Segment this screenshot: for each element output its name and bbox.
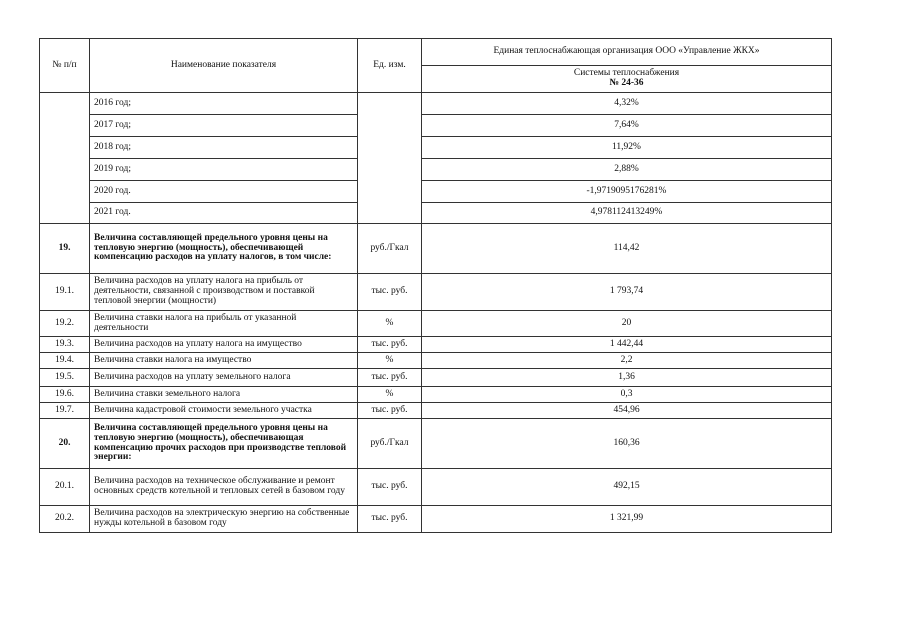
year-value: 7,64%: [422, 115, 832, 137]
row-number: 19.7.: [40, 403, 90, 419]
year-label: 2018 год;: [90, 137, 358, 159]
year-value: 4,32%: [422, 93, 832, 115]
row-unit: тыс. руб.: [358, 337, 422, 353]
row-number-empty: [40, 159, 90, 181]
row-unit: тыс. руб.: [358, 369, 422, 387]
col-unit-header: Ед. изм.: [358, 39, 422, 93]
table-row: [40, 403, 832, 419]
row-unit: %: [358, 353, 422, 369]
year-row: [40, 115, 832, 137]
row-value: 1 793,74: [422, 274, 832, 311]
year-value: -1,9719095176281%: [422, 181, 832, 203]
systems-header: [422, 66, 832, 93]
row-name: Величина расходов на уплату налога на прибыль от деятельности, связанной с производством и поставкой тепловой энергии (мощности): [90, 274, 358, 311]
row-number: 19.4.: [40, 353, 90, 369]
row-value: 160,36: [422, 419, 832, 469]
unit-empty: [358, 159, 422, 181]
row-value: 20: [422, 311, 832, 337]
section-row: [40, 419, 832, 469]
row-number: 19.2.: [40, 311, 90, 337]
year-value: 2,88%: [422, 159, 832, 181]
table-row: [40, 469, 832, 506]
row-number: 20.2.: [40, 506, 90, 533]
table-row: [40, 369, 832, 387]
row-value: 1 442,44: [422, 337, 832, 353]
row-value: 454,96: [422, 403, 832, 419]
systems-number: № 24-36: [609, 78, 644, 88]
year-value: 4,978112413249%: [422, 203, 832, 224]
row-name: Величина составляющей предельного уровня цены на тепловую энергию (мощность), обеспечивающей компенсацию расходов на уплату налогов, в том числе:: [90, 224, 358, 274]
row-number-empty: [40, 181, 90, 203]
year-row: [40, 181, 832, 203]
row-name: Величина расходов на техническое обслуживание и ремонт основных средств котельной и тепловых сетей в базовом году: [90, 469, 358, 506]
col-name-header: Наименование показателя: [90, 39, 358, 93]
table-row: [40, 274, 832, 311]
org-header: Единая теплоснабжающая организация ООО «Управление ЖКХ»: [422, 39, 832, 66]
row-unit: %: [358, 311, 422, 337]
row-value: 1 321,99: [422, 506, 832, 533]
col-num-header: № п/п: [40, 39, 90, 93]
year-label: 2016 год;: [90, 93, 358, 115]
row-name: Величина составляющей предельного уровня цены на тепловую энергию (мощность), обеспечивающая компенсацию прочих расходов при производстве тепловой энергии:: [90, 419, 358, 469]
row-unit: тыс. руб.: [358, 506, 422, 533]
row-value: 0,3: [422, 387, 832, 403]
table-row: [40, 387, 832, 403]
section-row: [40, 224, 832, 274]
row-name: Величина кадастровой стоимости земельного участка: [90, 403, 358, 419]
header-row: [40, 39, 832, 66]
table-row: [40, 311, 832, 337]
year-value: 11,92%: [422, 137, 832, 159]
table-row: [40, 337, 832, 353]
unit-empty: [358, 93, 422, 115]
row-name: Величина расходов на уплату налога на имущество: [90, 337, 358, 353]
year-row: [40, 137, 832, 159]
row-name: Величина ставки налога на имущество: [90, 353, 358, 369]
row-unit: тыс. руб.: [358, 469, 422, 506]
row-number: 20.: [40, 419, 90, 469]
row-number-empty: [40, 203, 90, 224]
row-number-empty: [40, 93, 90, 115]
year-label: 2020 год.: [90, 181, 358, 203]
row-name: Величина ставки налога на прибыль от указанной деятельности: [90, 311, 358, 337]
year-row: [40, 93, 832, 115]
row-unit: руб./Гкал: [358, 419, 422, 469]
year-label: 2017 год;: [90, 115, 358, 137]
unit-empty: [358, 115, 422, 137]
tariff-table: [39, 38, 832, 533]
row-value: 114,42: [422, 224, 832, 274]
row-unit: тыс. руб.: [358, 274, 422, 311]
year-row: [40, 159, 832, 181]
row-number-empty: [40, 115, 90, 137]
unit-empty: [358, 203, 422, 224]
row-number: 19.1.: [40, 274, 90, 311]
row-name: Величина расходов на уплату земельного налога: [90, 369, 358, 387]
year-row: [40, 203, 832, 224]
row-unit: %: [358, 387, 422, 403]
row-name: Величина расходов на электрическую энергию на собственные нужды котельной в базовом году: [90, 506, 358, 533]
row-unit: руб./Гкал: [358, 224, 422, 274]
row-value: 2,2: [422, 353, 832, 369]
unit-empty: [358, 181, 422, 203]
row-value: 492,15: [422, 469, 832, 506]
row-value: 1,36: [422, 369, 832, 387]
row-number: 19.: [40, 224, 90, 274]
table-row: [40, 353, 832, 369]
row-number: 19.5.: [40, 369, 90, 387]
year-label: 2019 год;: [90, 159, 358, 181]
year-label: 2021 год.: [90, 203, 358, 224]
systems-label: Системы теплоснабжения: [573, 68, 680, 79]
row-unit: тыс. руб.: [358, 403, 422, 419]
row-number: 20.1.: [40, 469, 90, 506]
row-name: Величина ставки земельного налога: [90, 387, 358, 403]
row-number: 19.3.: [40, 337, 90, 353]
row-number-empty: [40, 137, 90, 159]
unit-empty: [358, 137, 422, 159]
table-row: [40, 506, 832, 533]
row-number: 19.6.: [40, 387, 90, 403]
